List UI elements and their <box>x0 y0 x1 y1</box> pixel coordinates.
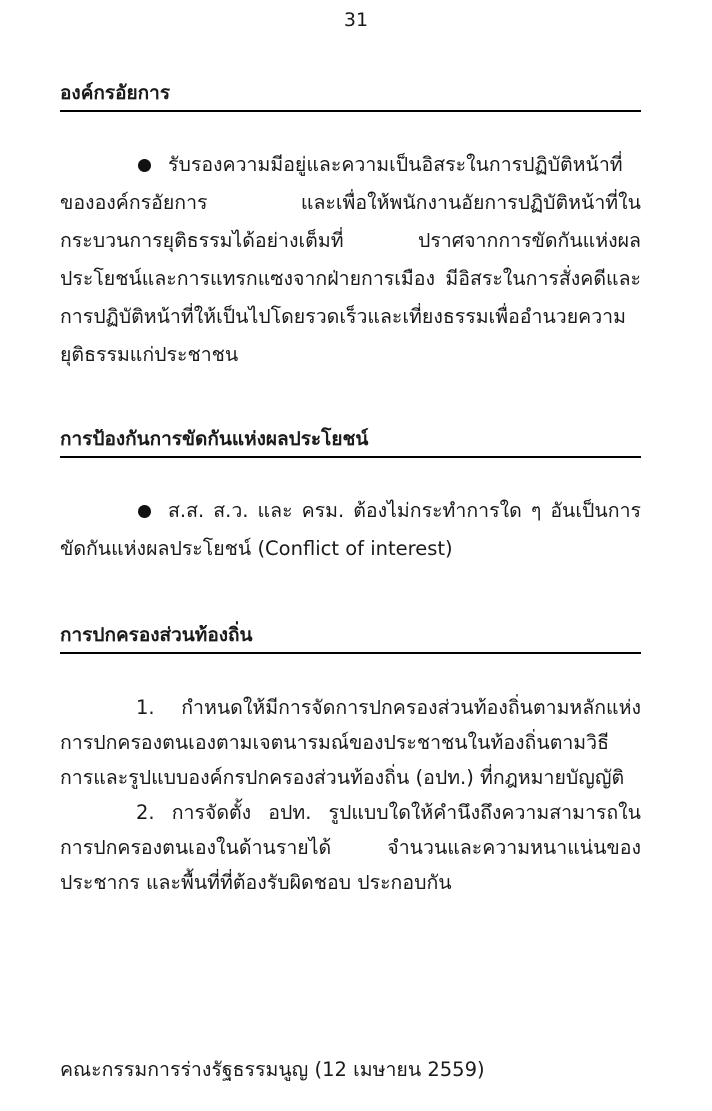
bullet-icon <box>138 505 151 518</box>
section-prosecutor-organization <box>60 78 641 374</box>
list-item: 2. การจัดตั้ง อปท. รูปแบบใดให้คำนึงถึงความสามารถในการปกครองตนเองในด้านรายได้ จำนวนและความหนาแน่นของประชากร และพื้นที่ที่ต้องรับผิดชอบ ประกอบกัน <box>60 801 641 894</box>
bullet-paragraph <box>60 146 641 374</box>
section-conflict-of-interest <box>60 424 641 568</box>
bullet-icon <box>138 159 151 172</box>
paragraph-text: ส.ส. ส.ว. และ ครม. ต้องไม่กระทำการใด ๆ อันเป็นการขัดกันแห่งผลประโยชน์ (Conflict of interest) <box>60 499 641 560</box>
list-item: 1. กำหนดให้มีการจัดการปกครองส่วนท้องถิ่นตามหลักแห่งการปกครองตนเองตามเจตนารมณ์ของประชาชนในท้องถิ่นตามวิธีการและรูปแบบองค์กรปกครองส่วนท้องถิ่น (อปท.) ที่กฎหมายบัญญัติ <box>60 696 641 789</box>
footer-text: คณะกรรมการร่างรัฐธรรมนูญ (12 เมษายน 2559) <box>60 1058 485 1081</box>
bullet-paragraph <box>60 492 641 568</box>
section-heading: องค์กรอัยการ <box>60 78 641 112</box>
page-number: 31 <box>343 9 369 31</box>
section-heading: การป้องกันการขัดกันแห่งผลประโยชน์ <box>60 424 641 458</box>
section-local-government <box>60 620 641 900</box>
numbered-list <box>60 690 641 900</box>
paragraph-text: รับรองความมีอยู่และความเป็นอิสระในการปฏิบัติหน้าที่ขององค์กรอัยการ และเพื่อให้พนักงานอัยการปฏิบัติหน้าที่ในกระบวนการยุติธรรมได้อย่างเต็มที่ ปราศจากการขัดกันแห่งผลประโยชน์และการแทรกแซงจากฝ่ายการเมือง มีอิสระในการสั่งคดีและการปฏิบัติหน้าที่ให้เป็นไปโดยรวดเร็วและเที่ยงธรรมเพื่ออำนวยความยุติธรรมแก่ประชาชน <box>60 153 641 366</box>
section-heading: การปกครองส่วนท้องถิ่น <box>60 620 641 654</box>
